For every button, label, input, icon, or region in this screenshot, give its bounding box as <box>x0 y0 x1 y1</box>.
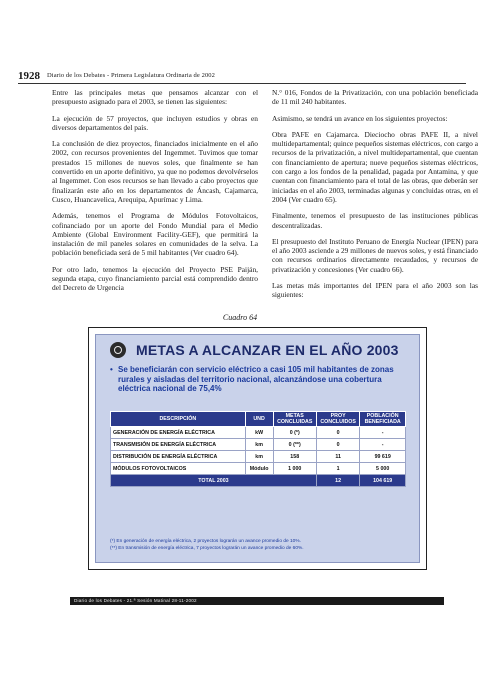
paragraph: Entre las principales metas que pensamos alcanzar con el presupuesto asignado para el 2003, se tienen las siguientes: <box>52 88 258 107</box>
total-label: TOTAL 2003 <box>111 475 317 487</box>
paragraph: La conclusión de diez proyectos, financiados inicialmente en el año 2002, con recursos provenientes del Ingemmet. Tuvimos que tomar prestados 15 millones de nuevos soles, que finalmente se han convertido en un aporte definitivo, ya que no podemos devolvérselos al Ingemmet. Con esos recursos se han llevado a cabo proyectos que finalizarán este año en los departamentos de Áncash, Cajamarca, Cusco, Huancavelica, Arequipa, Apurímac y Lima. <box>52 139 258 204</box>
table-cell: GENERACIÓN DE ENERGÍA ELÉCTRICA <box>111 427 246 439</box>
figure-title: METAS A ALCANZAR EN EL AÑO 2003 <box>136 342 399 358</box>
paragraph: Además, tenemos el Programa de Módulos Fotovoltaicos, cofinanciado por un aporte del Fondo Mundial para el Medio Ambiente (Global Environment Facility-GEF), que permitirá la instalación de mil paneles solares en comunidades de la selva. La población beneficiada será de 5 mil habitantes (Ver cuadro 64). <box>52 211 258 258</box>
left-column <box>52 88 258 300</box>
table-row <box>111 463 406 475</box>
table-cell: TRANSMISIÓN DE ENERGÍA ELÉCTRICA <box>111 439 246 451</box>
paragraph: Obra PAFE en Cajamarca. Dieciocho obras PAFE II, a nivel multidepartamental; quince pequeños sistemas eléctricos, con cargo a recursos de la privatización, a nivel multidepartamental, que cuentan con financiamiento de apertura; nueve pequeños sistemas eléctricos, con cargo a los fondos de la penalidad, pagada por Antamina, y que cuentan con financiamiento para el total de las obras, que deberán ser iniciadas en el año 2003, terminadas algunas y concluidas otras, en el 2004 (Ver cuadro 65). <box>272 129 478 204</box>
column-header: DESCRIPCIÓN <box>111 412 246 427</box>
paragraph: Las metas más importantes del IPEN para el año 2003 son las siguientes: <box>272 281 478 300</box>
paragraph: La ejecución de 57 proyectos, que incluyen estudios y obras en diversos departamentos del país. <box>52 113 258 132</box>
figure-caption: Cuadro 64 <box>222 313 258 322</box>
table-header-row <box>111 412 406 427</box>
table-cell: Módulo <box>245 463 273 475</box>
table-cell: 0 <box>316 427 359 439</box>
table-cell: 1 <box>316 463 359 475</box>
page-number: 1928 <box>18 70 40 82</box>
table-row <box>111 427 406 439</box>
bullet-text: Se beneficiarán con servicio eléctrico a casi 105 mil habitantes de zonas rurales y aisladas del territorio nacional, alcanzándose una cobertura eléctrica nacional de 75,4% <box>118 365 394 394</box>
table-cell: 11 <box>316 451 359 463</box>
footnote: (*) En generación de energía eléctrica, 2 proyectos lograrán un avance promedio de 10%. <box>110 539 301 544</box>
table-cell: - <box>360 439 406 451</box>
paragraph: Por otro lado, tenemos la ejecución del Proyecto PSE Paiján, segunda etapa, cuyo financiamiento parcial está comprendido dentro del Decreto de Urgencia <box>52 264 258 293</box>
institution-logo-icon <box>110 342 126 358</box>
header-rule <box>18 83 466 84</box>
table-notes <box>110 538 410 552</box>
page-header <box>18 70 468 84</box>
page-footer: Diario de los Debates - 21.ª Sesión Matinal 28-11-2002 <box>70 597 444 605</box>
table-total-row <box>111 475 406 487</box>
footnote: (**) En transmisión de energía eléctrica, 7 proyectos lograrán un avance promedio de 60%. <box>110 546 304 551</box>
figure-bullet <box>110 365 408 394</box>
column-header: UND <box>245 412 273 427</box>
table-cell: 5 000 <box>360 463 406 475</box>
total-population: 104 619 <box>360 475 406 487</box>
paragraph: N.° 016, Fondos de la Privatización, con una población beneficiada de 11 mil 240 habitantes. <box>272 88 478 107</box>
figure-frame <box>88 327 427 570</box>
figure-panel <box>95 334 420 563</box>
table-cell: - <box>360 427 406 439</box>
column-header: POBLACIÓN BENEFICIADA <box>360 412 406 427</box>
paragraph: El presupuesto del Instituto Peruano de Energía Nuclear (IPEN) para el año 2003 asciende a 29 millones de nuevos soles, y está financiado con recursos ordinarios directamente recaudados, y recursos de privatización y concesiones (Ver cuadro 66). <box>272 236 478 274</box>
table-row <box>111 451 406 463</box>
bullet-icon: • <box>110 365 113 374</box>
table-cell: 1 000 <box>273 463 316 475</box>
publication-title: Diario de los Debates - Primera Legislatura Ordinaria de 2002 <box>47 72 216 79</box>
table-cell: km <box>245 439 273 451</box>
column-header: PROY CONCLUIDOS <box>316 412 359 427</box>
total-projects: 12 <box>316 475 359 487</box>
table-cell: 0 <box>316 439 359 451</box>
paragraph: Asimismo, se tendrá un avance en los siguientes proyectos: <box>272 113 448 123</box>
table-cell: km <box>245 451 273 463</box>
table-cell: DISTRIBUCIÓN DE ENERGÍA ELÉCTRICA <box>111 451 246 463</box>
table-cell: 158 <box>273 451 316 463</box>
table-row <box>111 439 406 451</box>
table-cell: 0 (*) <box>273 427 316 439</box>
table-cell: 99 619 <box>360 451 406 463</box>
table-cell: kW <box>245 427 273 439</box>
goals-table <box>110 411 406 487</box>
table-cell: MÓDULOS FOTOVOLTAICOS <box>111 463 246 475</box>
column-header: METAS CONCLUIDAS <box>273 412 316 427</box>
paragraph: Finalmente, tenemos el presupuesto de las instituciones públicas descentralizadas. <box>272 211 478 230</box>
table-cell: 0 (**) <box>273 439 316 451</box>
right-column <box>272 88 478 307</box>
